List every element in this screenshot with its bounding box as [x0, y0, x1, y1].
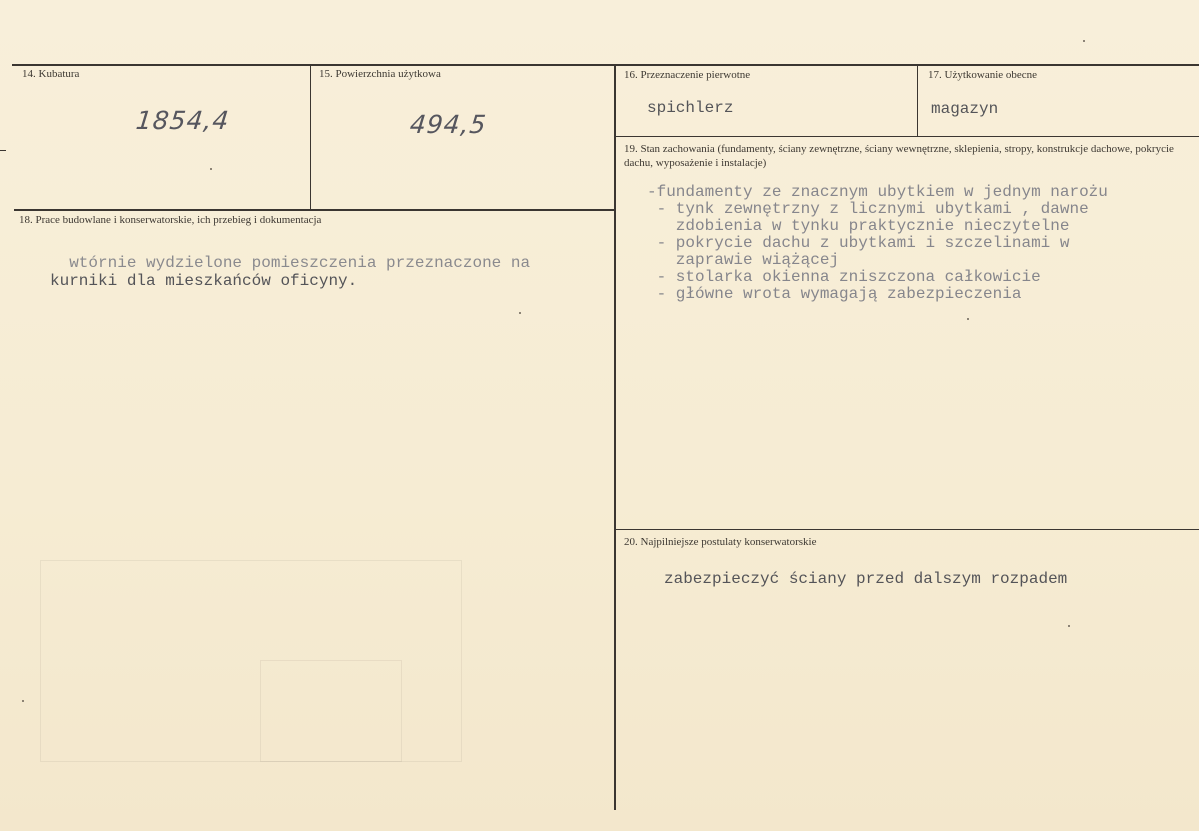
condition-item: zaprawie wiążącej: [647, 251, 840, 269]
left-tick-mark: [0, 150, 6, 151]
field-15-label: 15. Powierzchnia użytkowa: [319, 68, 441, 80]
field-18-line: kurniki dla mieszkańców oficyny.: [50, 272, 358, 290]
field-17-value: magazyn: [931, 100, 999, 118]
field-14-label: 14. Kubatura: [22, 68, 80, 80]
paper-speck: [210, 168, 212, 170]
condition-item: - główne wrota wymagają zabezpieczenia: [647, 285, 1022, 303]
top-rule-right: [615, 64, 1199, 66]
box15-left-rule: [310, 65, 311, 210]
field-16-value: spichlerz: [647, 99, 734, 117]
field-19-condition-list: [647, 184, 1108, 303]
box16-bottom-rule: [615, 136, 1199, 137]
field-19-label: 19. Stan zachowania (fundamenty, ściany zewnętrzne, ściany wewnętrzne, sklepienia, stropy, konstrukcje dachowe, pokrycie dachu, wyposażenie i instalacje): [624, 143, 1174, 169]
box18-top-rule: [14, 209, 615, 211]
condition-item: zdobienia w tynku praktycznie nieczytelne: [647, 217, 1070, 235]
field-20-label: 20. Najpilniejsze postulaty konserwatorskie: [624, 536, 817, 548]
paper-speck: [1083, 40, 1085, 42]
paper-speck: [22, 700, 24, 702]
top-rule-left: [12, 64, 615, 66]
field-18-label: 18. Prace budowlane i konserwatorskie, ich przebieg i dokumentacja: [19, 214, 322, 226]
field-14-value: 1854,4: [134, 106, 232, 135]
condition-item: - pokrycie dachu z ubytkami i szczelinami w: [647, 234, 1070, 252]
field-17-label: 17. Użytkowanie obecne: [928, 69, 1038, 81]
center-vertical-rule: [614, 65, 616, 810]
condition-item: -fundamenty ze znacznym ubytkiem w jednym narożu: [647, 183, 1108, 201]
field-15-value: 494,5: [408, 110, 489, 139]
paper-speck: [519, 312, 521, 314]
field-20-value: zabezpieczyć ściany przed dalszym rozpadem: [664, 570, 1068, 588]
condition-item: - tynk zewnętrzny z licznymi ubytkami , dawne: [647, 200, 1089, 218]
show-through-mark: [260, 660, 402, 762]
field-16-label: 16. Przeznaczenie pierwotne: [624, 69, 751, 81]
condition-item: - stolarka okienna zniszczona całkowicie: [647, 268, 1041, 286]
field-18-line: wtórnie wydzielone pomieszczenia przeznaczone na: [50, 254, 531, 272]
paper-speck: [1068, 625, 1070, 627]
box20-top-rule: [615, 529, 1199, 530]
box17-left-rule: [917, 65, 918, 137]
paper-speck: [967, 318, 969, 320]
